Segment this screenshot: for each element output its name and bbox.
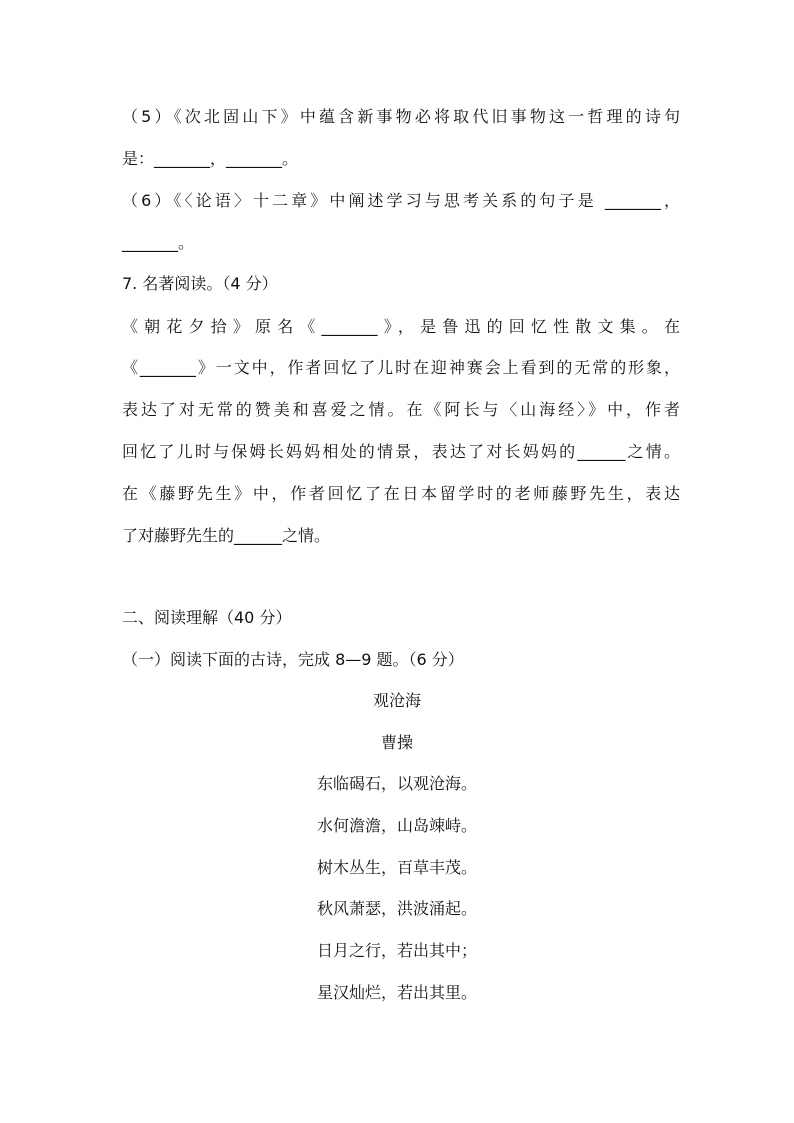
question-7-text-line: 《朝花夕拾》原名《_______》，是鲁迅的回忆性散文集。在: [122, 317, 680, 336]
poem-title: 观沧海: [372, 691, 421, 710]
poem-line: 星汉灿烂，若出其里。: [316, 983, 477, 1002]
subsection-heading: （一）阅读下面的古诗，完成 8—9 题。（6 分）: [122, 650, 464, 669]
question-7-heading: 7. 名著阅读。（4 分）: [122, 274, 278, 293]
question-7-text-line: 回忆了儿时与保姆长妈妈相处的情景，表达了对长妈妈的______之情。: [122, 442, 680, 461]
poem-line: 东临碣石，以观沧海。: [316, 774, 477, 793]
poem-line: 树木丛生，百草丰茂。: [316, 858, 477, 877]
question-7-text-line: 了对藤野先生的______之情。: [122, 526, 331, 545]
section-heading: 二、阅读理解（40 分）: [122, 608, 292, 627]
question-6-line-1: （6）《〈论语〉十二章》中阐述学习与思考关系的句子是 _______，: [122, 191, 680, 210]
poem-line: 水何澹澹，山岛竦峙。: [316, 816, 477, 835]
poem-line: 日月之行，若出其中；: [316, 941, 477, 960]
question-5-line-2: 是：_______，_______。: [122, 149, 299, 168]
question-6-line-2: _______。: [122, 233, 195, 252]
question-7-text-line: 在《藤野先生》中，作者回忆了在日本留学时的老师藤野先生，表达: [122, 484, 680, 503]
question-7-text-line: 表达了对无常的赞美和喜爱之情。在《阿长与〈山海经〉》中，作者: [122, 400, 680, 419]
question-5-line-1: （5）《次北固山下》中蕴含新事物必将取代旧事物这一哲理的诗句: [122, 107, 680, 126]
question-7-text-line: 《_______》一文中，作者回忆了儿时在迎神赛会上看到的无常的形象，: [122, 358, 680, 377]
poem-author: 曹操: [380, 733, 413, 752]
poem-line: 秋风萧瑟，洪波涌起。: [316, 899, 477, 918]
